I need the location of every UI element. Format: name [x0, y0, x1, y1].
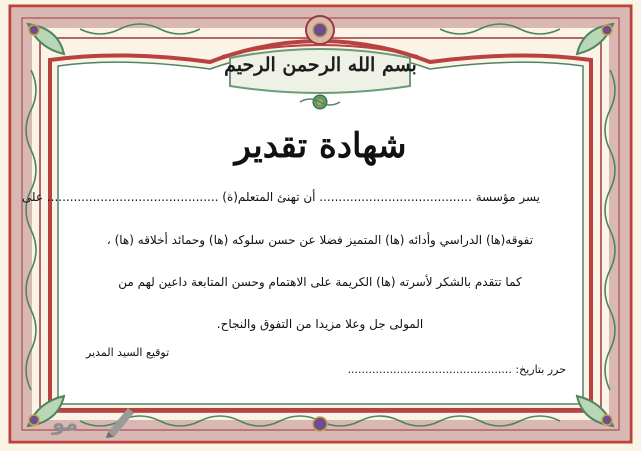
watermark-text: مو: [52, 411, 79, 435]
signature-label: توقيع السيد المدير: [86, 346, 170, 359]
pencil-icon: [106, 408, 134, 438]
certificate-line-4: المولى جل وعلا مزيدا من التفوق والنجاح.: [216, 317, 424, 331]
certificate-line-3: كما تتقدم بالشكر لأسرته (ها) الكريمة على الاهتمام وحسن المتابعة داعين لهم من: [118, 275, 522, 289]
site-watermark-logo: [48, 400, 140, 440]
certificate-line-1: يسر مؤسسة ........................................ أن تهنئ المتعلم(ة) ............................................. على: [21, 190, 540, 204]
bismillah-heading: بسم الله الرحمن الرحيم: [224, 54, 417, 76]
certificate-line-2: تفوقه(ها) الدراسي وأدائه (ها) المتميز فضلا عن حسن سلوكه (ها) وحمائد أخلاقه (ها) ،: [106, 233, 534, 247]
certificate-title: شهادة تقدير: [234, 126, 407, 166]
date-label: حرر بتاريخ: ...............................................: [347, 363, 566, 376]
